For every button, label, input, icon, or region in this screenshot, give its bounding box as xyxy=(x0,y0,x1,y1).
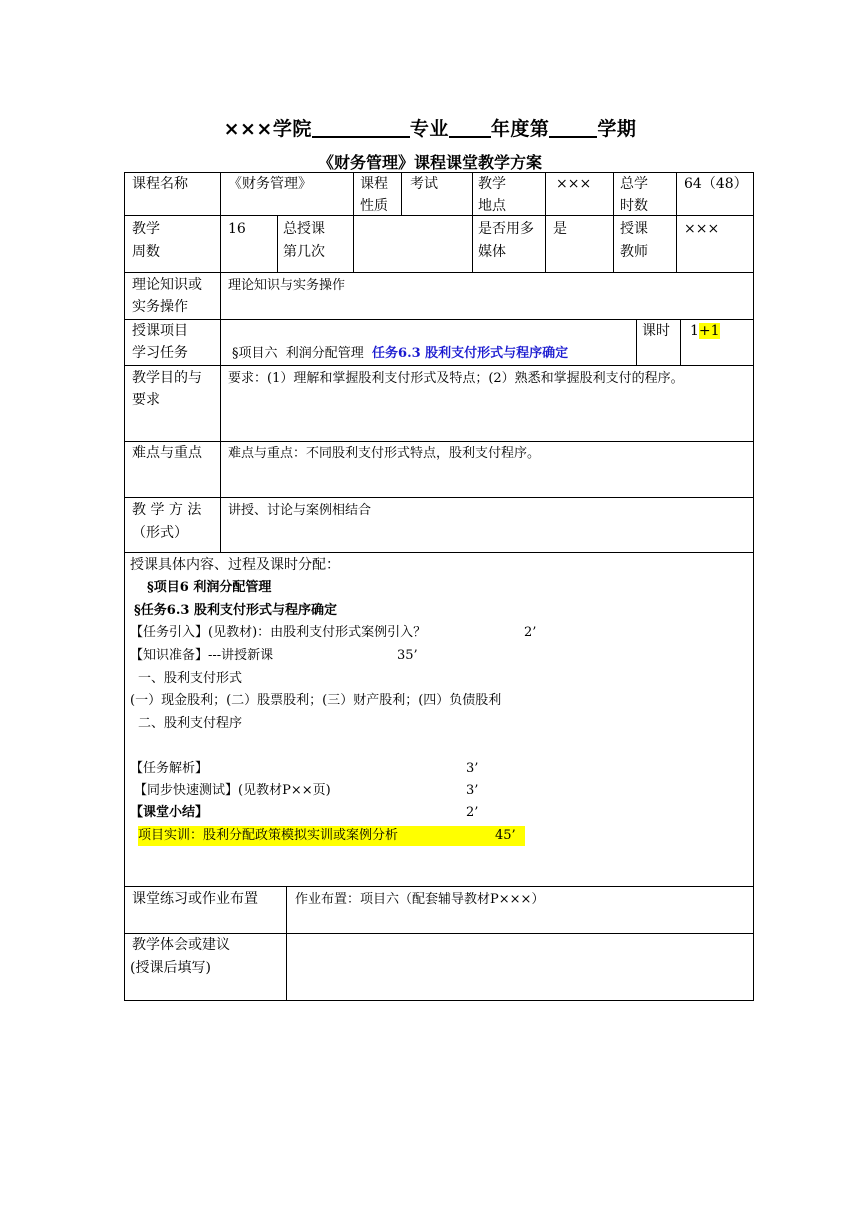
multimedia-label-1: 是否用多 xyxy=(478,221,534,237)
multimedia-value: 是 xyxy=(553,221,567,237)
weeks-value: 16 xyxy=(228,221,246,237)
knowledge-type-label-2: 实务操作 xyxy=(132,299,188,315)
major-label: 专业 xyxy=(409,118,449,140)
year-label: 年度第 xyxy=(490,118,550,140)
total-hours-value: 64（48） xyxy=(684,176,748,192)
teacher-label-1: 授课 xyxy=(620,221,648,237)
project-task-label-1: 授课项目 xyxy=(132,323,188,339)
major-blank[interactable] xyxy=(449,118,491,138)
reflection-label-1: 教学体会或建议 xyxy=(132,937,230,953)
content-task-analysis: 【任务解析】 xyxy=(130,761,209,776)
method-value: 讲授、讨论与案例相结合 xyxy=(228,503,372,518)
course-name-value: 《财务管理》 xyxy=(228,176,312,192)
knowledge-type-label-1: 理论知识或 xyxy=(132,277,202,293)
period-extra: +1 xyxy=(698,323,720,339)
column-divider xyxy=(286,886,287,1001)
knowledge-type-value: 理论知识与实务操作 xyxy=(228,278,346,293)
row-divider xyxy=(124,272,754,273)
row-divider xyxy=(124,365,754,366)
total-hours-label-2: 时数 xyxy=(620,198,648,214)
teacher-label-2: 教师 xyxy=(620,244,648,260)
column-divider xyxy=(676,172,677,272)
column-divider xyxy=(401,172,402,215)
year-blank[interactable] xyxy=(549,118,597,138)
course-nature-value: 考试 xyxy=(410,176,438,192)
homework-label: 课堂练习或作业布置 xyxy=(132,891,258,907)
content-task-intro: 【任务引入】(见教材)：由股利支付形式案例引入？ xyxy=(130,625,427,640)
content-task-analysis-time: 3’ xyxy=(466,761,479,776)
task-name: 任务6.3 股利支付形式与程序确定 xyxy=(372,346,569,361)
row-divider xyxy=(124,552,754,553)
document-header xyxy=(0,114,860,141)
teacher-value: ××× xyxy=(684,221,720,237)
course-nature-label-2: 性质 xyxy=(360,198,388,214)
column-divider xyxy=(613,172,614,272)
column-divider xyxy=(680,319,681,365)
content-section-1: 一、股利支付形式 xyxy=(138,671,243,686)
column-divider xyxy=(545,172,546,272)
content-task: §任务6.3 股利支付形式与程序确定 xyxy=(134,603,337,618)
content-practice: 项目实训：股利分配政策模拟实训或案例分析 45’ xyxy=(138,826,525,846)
objectives-value: 要求：(1）理解和掌握股利支付形式及特点；(2）熟悉和掌握股利支付的程序。 xyxy=(228,371,684,386)
content-intro: 授课具体内容、过程及课时分配： xyxy=(130,557,340,573)
project-name: §项目六 利润分配管理 xyxy=(232,346,373,361)
session-label-2: 第几次 xyxy=(283,244,325,260)
column-divider xyxy=(636,319,637,365)
location-value: ××× xyxy=(556,176,592,192)
content-knowledge: 【知识准备】---讲授新课 xyxy=(130,648,274,663)
key-points-value: 难点与重点：不同股利支付形式特点，股利支付程序。 xyxy=(228,446,541,461)
location-label-2: 地点 xyxy=(478,198,506,214)
row-divider xyxy=(124,497,754,498)
method-label-1: 教 学 方 法 xyxy=(132,502,202,518)
total-hours-label-1: 总学 xyxy=(620,176,648,192)
content-summary: 【课堂小结】 xyxy=(130,805,209,820)
content-summary-time: 2’ xyxy=(466,805,479,820)
plan-title: 《财务管理》课程课堂教学方案 xyxy=(317,153,542,172)
reflection-label-2: (授课后填写) xyxy=(130,960,211,976)
content-project: §项目6 利润分配管理 xyxy=(147,580,272,595)
course-name-label: 课程名称 xyxy=(132,176,188,192)
project-task-value xyxy=(232,342,568,365)
period-label: 课时 xyxy=(642,323,670,339)
key-points-label: 难点与重点 xyxy=(132,445,202,461)
project-task-label-2: 学习任务 xyxy=(132,345,188,361)
content-section-1-items: (一）现金股利；(二）股票股利；(三）财产股利；(四）负债股利 xyxy=(130,693,502,708)
column-divider xyxy=(277,215,278,272)
objectives-label-2: 要求 xyxy=(132,392,160,408)
content-section-2: 二、股利支付程序 xyxy=(138,716,243,731)
content-practice-time: 45’ xyxy=(495,828,516,843)
course-nature-label-1: 课程 xyxy=(360,176,388,192)
weeks-label-2: 周数 xyxy=(132,244,160,260)
row-divider xyxy=(124,215,754,216)
content-task-intro-time: 2’ xyxy=(524,625,537,640)
column-divider xyxy=(472,172,473,272)
column-divider xyxy=(353,172,354,272)
content-knowledge-time: 35’ xyxy=(397,648,418,663)
location-label-1: 教学 xyxy=(478,176,506,192)
session-label-1: 总授课 xyxy=(283,221,325,237)
content-quick-test-time: 3’ xyxy=(466,783,479,798)
row-divider xyxy=(124,886,754,887)
column-divider xyxy=(220,172,221,552)
weeks-label-1: 教学 xyxy=(132,221,160,237)
objectives-label-1: 教学目的与 xyxy=(132,370,202,386)
content-quick-test: 【同步快速测试】(见教材P××页) xyxy=(134,783,331,798)
college-name: ×××学院 xyxy=(223,118,312,140)
method-label-2: （形式） xyxy=(132,525,188,541)
multimedia-label-2: 媒体 xyxy=(478,244,506,260)
homework-value: 作业布置：项目六（配套辅导教材P×××） xyxy=(295,892,545,907)
semester-label: 学期 xyxy=(597,118,637,140)
college-blank[interactable] xyxy=(312,118,410,138)
period-value: 1+1 xyxy=(690,323,720,339)
